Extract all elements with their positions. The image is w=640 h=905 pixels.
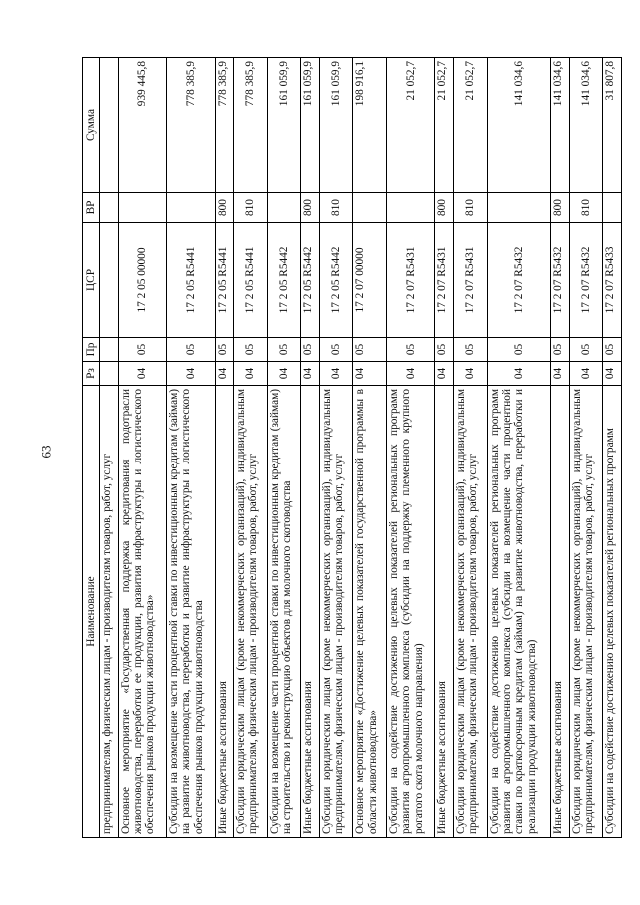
cell-sum: 21 052,7 <box>454 58 488 193</box>
cell-csr: 17 2 07 R5432 <box>487 223 550 338</box>
cell-vr <box>167 193 216 223</box>
cell-vr: 810 <box>454 193 488 223</box>
cell-name: Иные бюджетные ассигнования <box>215 386 234 838</box>
cell-rz: 04 <box>167 362 216 386</box>
cell-name: Субсидии на возмещение части процентной ставки по инвестиционным кредитам (займам) на строительство и реконструкцию объектов для молочного скотоводства <box>267 386 301 838</box>
cell-pr: 05 <box>353 338 387 362</box>
header-name: Наименование <box>83 386 100 838</box>
cell-rz: 04 <box>603 362 622 386</box>
cell-pr: 05 <box>386 338 435 362</box>
cell-vr <box>386 193 435 223</box>
cell-name: Субсидии юридическим лицам (кроме некоммерческих организаций), индивидуальным предпринимателям, физическим лицам - производителям товаров, работ, услуг <box>569 386 603 838</box>
cell-vr: 800 <box>551 193 570 223</box>
cell-sum: 778 385,9 <box>215 58 234 193</box>
cell-rz: 04 <box>386 362 435 386</box>
cell-pr: 05 <box>569 338 603 362</box>
table-row <box>100 58 119 838</box>
header-pr: Пр <box>83 338 100 362</box>
cell-rz: 04 <box>487 362 550 386</box>
cell-csr: 17 2 07 R5432 <box>551 223 570 338</box>
cell-sum: 161 059,9 <box>319 58 353 193</box>
cell-vr: 800 <box>435 193 454 223</box>
table-header-row <box>83 58 100 838</box>
cell-sum: 141 034,6 <box>487 58 550 193</box>
cell-vr <box>267 193 301 223</box>
cell-vr: 810 <box>569 193 603 223</box>
cell-csr: 17 2 05 R5441 <box>234 223 268 338</box>
cell-sum: 31 807,8 <box>603 58 622 193</box>
table-row <box>569 58 603 838</box>
table-row <box>487 58 550 838</box>
cell-pr: 05 <box>234 338 268 362</box>
rotated-table-container <box>82 58 622 838</box>
cell-pr: 05 <box>215 338 234 362</box>
cell-rz <box>100 362 119 386</box>
cell-rz: 04 <box>435 362 454 386</box>
header-sum: Сумма <box>83 58 100 193</box>
cell-sum: 161 059,9 <box>301 58 320 193</box>
table-row <box>454 58 488 838</box>
cell-vr <box>118 193 167 223</box>
cell-name: Субсидии юридическим лицам (кроме некоммерческих организаций), индивидуальным предпринимателям, физическим лицам - производителям товаров, работ, услуг <box>319 386 353 838</box>
cell-sum: 141 034,6 <box>569 58 603 193</box>
table-row <box>215 58 234 838</box>
cell-csr: 17 2 05 00000 <box>118 223 167 338</box>
cell-rz: 04 <box>551 362 570 386</box>
cell-name: Иные бюджетные ассигнования <box>435 386 454 838</box>
cell-csr: 17 2 05 R5442 <box>267 223 301 338</box>
cell-vr <box>603 193 622 223</box>
cell-pr: 05 <box>487 338 550 362</box>
table-row <box>118 58 167 838</box>
cell-pr: 05 <box>167 338 216 362</box>
table-row <box>551 58 570 838</box>
table-row <box>319 58 353 838</box>
table-row <box>267 58 301 838</box>
cell-sum <box>100 58 119 193</box>
table-row <box>167 58 216 838</box>
cell-csr: 17 2 07 R5431 <box>454 223 488 338</box>
cell-vr: 800 <box>215 193 234 223</box>
cell-rz: 04 <box>215 362 234 386</box>
cell-name: Субсидии юридическим лицам (кроме некоммерческих организаций), индивидуальным предпринимателям, физическим лицам - производителям товаров, работ, услуг <box>234 386 268 838</box>
cell-name: Основное мероприятие «Государственная поддержка кредитования подотрасли животноводства, переработки ее продукции, развития инфраструктуры и логистического обеспечения рынков продукции животноводства» <box>118 386 167 838</box>
cell-vr <box>353 193 387 223</box>
cell-pr <box>100 338 119 362</box>
cell-pr: 05 <box>301 338 320 362</box>
cell-sum: 161 059,9 <box>267 58 301 193</box>
cell-name: Субсидии юридическим лицам (кроме некоммерческих организаций), индивидуальным предпринимателям, физическим лицам - производителям товаров, работ, услуг <box>454 386 488 838</box>
table-row <box>353 58 387 838</box>
table-row <box>386 58 435 838</box>
cell-sum: 141 034,6 <box>551 58 570 193</box>
cell-sum: 939 445,8 <box>118 58 167 193</box>
cell-name: Субсидии на содействие достижению целевых показателей региональных программ <box>603 386 622 838</box>
cell-rz: 04 <box>301 362 320 386</box>
cell-name: Основное мероприятие «Достижение целевых показателей государственной программы в области животноводства» <box>353 386 387 838</box>
cell-rz: 04 <box>454 362 488 386</box>
page-number: 63 <box>38 445 54 459</box>
cell-pr: 05 <box>454 338 488 362</box>
cell-vr <box>487 193 550 223</box>
header-rz: Рз <box>83 362 100 386</box>
cell-csr: 17 2 07 R5431 <box>386 223 435 338</box>
cell-csr: 17 2 05 R5441 <box>167 223 216 338</box>
table-row <box>435 58 454 838</box>
cell-csr: 17 2 07 R5431 <box>435 223 454 338</box>
cell-rz: 04 <box>569 362 603 386</box>
budget-table <box>82 57 622 838</box>
cell-csr: 17 2 05 R5442 <box>319 223 353 338</box>
cell-sum: 778 385,9 <box>234 58 268 193</box>
cell-csr: 17 2 05 R5442 <box>301 223 320 338</box>
cell-pr: 05 <box>267 338 301 362</box>
cell-vr: 810 <box>234 193 268 223</box>
header-vr: ВР <box>83 193 100 223</box>
cell-csr: 17 2 07 R5433 <box>603 223 622 338</box>
cell-name: Иные бюджетные ассигнования <box>551 386 570 838</box>
cell-sum: 778 385,9 <box>167 58 216 193</box>
cell-csr <box>100 223 119 338</box>
cell-csr: 17 2 05 R5441 <box>215 223 234 338</box>
cell-pr: 05 <box>603 338 622 362</box>
cell-sum: 21 052,7 <box>435 58 454 193</box>
cell-name: Субсидии на возмещение части процентной ставки по инвестиционным кредитам (займам) на развитие животноводства, переработки и развитие инфраструктуры и логистического обеспечения рынков продукции животноводства <box>167 386 216 838</box>
header-csr: ЦСР <box>83 223 100 338</box>
cell-name: предпринимателям, физическим лицам - производителям товаров, работ, услуг <box>100 386 119 838</box>
cell-pr: 05 <box>319 338 353 362</box>
cell-csr: 17 2 07 R5432 <box>569 223 603 338</box>
table-row <box>301 58 320 838</box>
cell-sum: 198 916,1 <box>353 58 387 193</box>
cell-rz: 04 <box>267 362 301 386</box>
cell-name: Иные бюджетные ассигнования <box>301 386 320 838</box>
cell-vr <box>100 193 119 223</box>
cell-rz: 04 <box>319 362 353 386</box>
cell-rz: 04 <box>234 362 268 386</box>
cell-sum: 21 052,7 <box>386 58 435 193</box>
table-row <box>234 58 268 838</box>
cell-name: Субсидии на содействие достижению целевых показателей региональных программ развития агропромышленного комплекса (субсидии на возмещение части процентной ставки по краткосрочным кредитам (займам) на развитие животноводства, переработки и реализации продукции животноводства) <box>487 386 550 838</box>
cell-csr: 17 2 07 00000 <box>353 223 387 338</box>
cell-rz: 04 <box>118 362 167 386</box>
cell-vr: 800 <box>301 193 320 223</box>
cell-pr: 05 <box>435 338 454 362</box>
cell-pr: 05 <box>551 338 570 362</box>
table-row <box>603 58 622 838</box>
cell-name: Субсидии на содействие достижению целевых показателей региональных программ развития агропромышленного комплекса (субсидии на поддержку племенного крупного рогатого скота молочного направления) <box>386 386 435 838</box>
cell-rz: 04 <box>353 362 387 386</box>
cell-vr: 810 <box>319 193 353 223</box>
cell-pr: 05 <box>118 338 167 362</box>
